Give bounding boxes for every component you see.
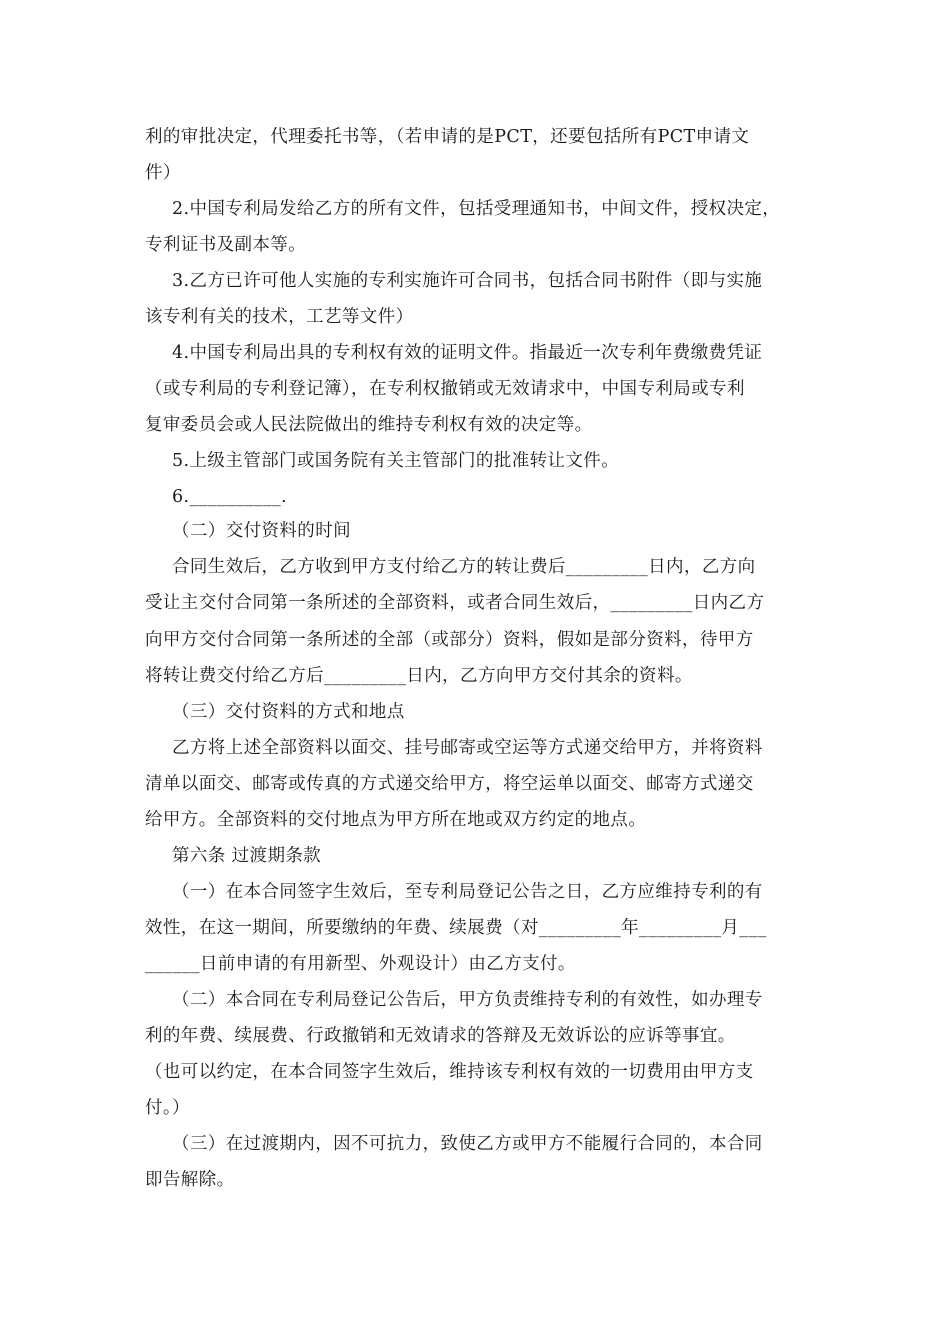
text-line: 利的年费、续展费、行政撤销和无效请求的答辩及无效诉讼的应诉等事宜。 — [145, 1026, 736, 1046]
text-line: 该专利有关的技术，工艺等文件） — [145, 307, 414, 327]
text-line: 向甲方交付合同第一条所述的全部（或部分）资料，假如是部分资料，待甲方 — [145, 630, 754, 650]
text-line: 受让主交付合同第一条所述的全部资料，或者合同生效后，_________日内乙方 — [145, 593, 765, 613]
text-line: ______日前申请的有用新型、外观设计）由乙方支付。 — [145, 954, 576, 974]
text-line: 将转让费交付给乙方后_________日内，乙方向甲方交付其余的资料。 — [145, 666, 693, 686]
text-line: （一）在本合同签字生效后，至专利局登记公告之日，乙方应维持专利的有 — [172, 882, 763, 902]
text-line: （三）在过渡期内，因不可抗力，致使乙方或甲方不能履行合同的，本合同 — [172, 1134, 763, 1154]
text-line: （也可以约定，在本合同签字生效后，维持该专利权有效的一切费用由甲方支 — [145, 1062, 754, 1082]
text-line: 专利证书及副本等。 — [145, 235, 307, 255]
section-heading: （三）交付资料的方式和地点 — [172, 702, 405, 722]
text-line: 4.中国专利局出具的专利权有效的证明文件。指最近一次专利年费缴费凭证 — [172, 343, 763, 363]
text-line: （或专利局的专利登记簿），在专利权撤销或无效请求中，中国专利局或专利 — [145, 379, 745, 399]
text-line: 清单以面交、邮寄或传真的方式递交给甲方，将空运单以面交、邮寄方式递交 — [145, 774, 754, 794]
text-line: 效性，在这一期间，所要缴纳的年费、续展费（对_________年_________月___ — [145, 918, 767, 938]
text-line: 5.上级主管部门或国务院有关主管部门的批准转让文件。 — [172, 451, 620, 471]
text-line: 即告解除。 — [145, 1170, 235, 1190]
text-line: 利的审批决定，代理委托书等，（若申请的是PCT，还要包括所有PCT申请文 — [145, 127, 750, 147]
text-line: 乙方将上述全部资料以面交、挂号邮寄或空运等方式递交给甲方，并将资料 — [172, 738, 763, 758]
text-line: 3.乙方已许可他人实施的专利实施许可合同书，包括合同书附件（即与实施 — [172, 271, 763, 291]
text-line: 6.__________. — [172, 487, 287, 507]
text-line: 付。） — [145, 1098, 190, 1118]
text-line: 2.中国专利局发给乙方的所有文件，包括受理通知书，中间文件，授权决定， — [172, 199, 781, 219]
text-line: 复审委员会或人民法院做出的维持专利权有效的决定等。 — [145, 415, 593, 435]
text-line: 件） — [145, 163, 181, 183]
text-line: 合同生效后，乙方收到甲方支付给乙方的转让费后_________日内，乙方向 — [172, 557, 756, 577]
article-heading: 第六条 过渡期条款 — [172, 846, 322, 866]
text-line: 给甲方。全部资料的交付地点为甲方所在地或双方约定的地点。 — [145, 810, 647, 830]
section-heading: （二）交付资料的时间 — [172, 521, 351, 541]
text-line: （二）本合同在专利局登记公告后，甲方负责维持专利的有效性，如办理专 — [172, 990, 763, 1010]
